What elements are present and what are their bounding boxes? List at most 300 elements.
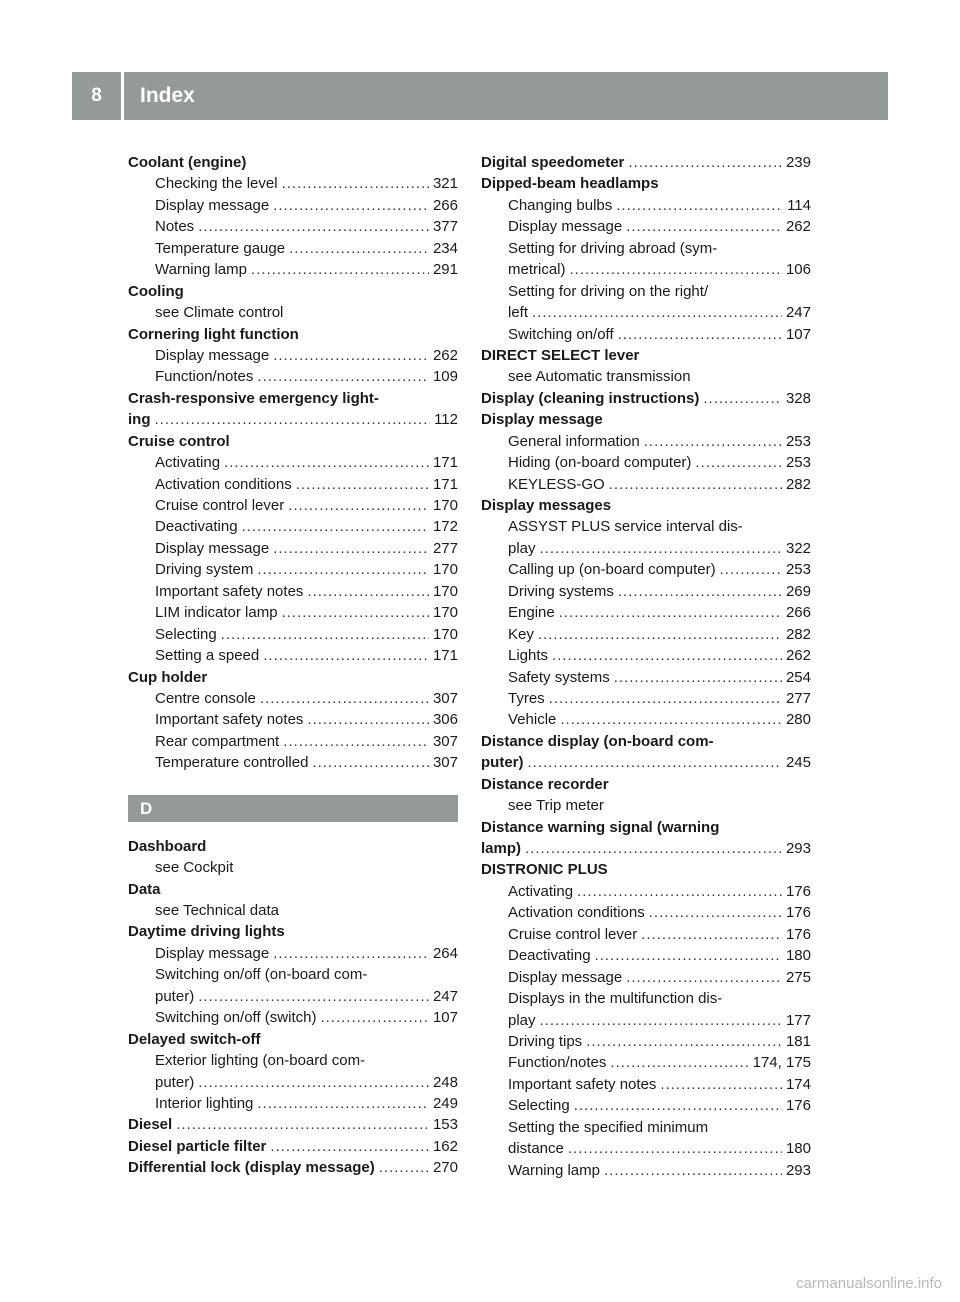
- index-subentry: [481, 302, 811, 323]
- index-subentry: [481, 474, 811, 495]
- index-subentry: [481, 902, 811, 923]
- index-entry: [481, 345, 811, 366]
- entry-text: Cup holder: [128, 668, 208, 686]
- entry-text: Daytime driving lights: [128, 923, 285, 941]
- index-entry: [481, 409, 811, 430]
- entry-text: Driving system: [155, 561, 254, 579]
- leader-dots: [312, 752, 429, 773]
- page-reference: 153: [432, 1116, 458, 1134]
- page-reference: 280: [785, 711, 811, 729]
- entry-text: lamp): [481, 840, 522, 857]
- page-reference: 254: [785, 668, 811, 686]
- entry-text: Function/notes: [508, 1054, 607, 1072]
- index-entry: [128, 1029, 458, 1050]
- page-reference: 177: [785, 1011, 811, 1029]
- index-entry: [128, 667, 458, 688]
- entry-text: Driving systems: [508, 582, 614, 600]
- leader-dots: [540, 538, 782, 559]
- entry-text: Switching on/off (switch): [155, 1009, 317, 1027]
- page-reference: 264: [432, 944, 458, 962]
- leader-dots: [641, 924, 782, 945]
- index-subentry: [128, 731, 458, 752]
- index-subentry: [128, 345, 458, 366]
- index-subentry: [128, 474, 458, 495]
- page-reference: 307: [432, 689, 458, 707]
- entry-text: distance: [508, 1140, 564, 1158]
- entry-text: Rear compartment: [155, 732, 280, 750]
- page-reference: 234: [432, 239, 458, 257]
- index-subentry: [481, 238, 811, 259]
- entry-text: Safety systems: [508, 668, 610, 686]
- index-subentry: [481, 452, 811, 473]
- page-reference: 328: [785, 389, 811, 407]
- leader-dots: [568, 1138, 782, 1159]
- index-subentry: [481, 216, 811, 237]
- index-subentry: [481, 1138, 811, 1159]
- entry-text: Dipped-beam headlamps: [481, 175, 659, 193]
- index-subentry: [128, 943, 458, 964]
- leader-dots: [307, 709, 429, 730]
- entry-text: puter): [155, 1073, 195, 1091]
- entry-text: Warning lamp: [155, 261, 247, 279]
- index-subentry: [481, 688, 811, 709]
- page-reference: 262: [785, 218, 811, 236]
- page-reference: 270: [432, 1159, 458, 1177]
- entry-text: Deactivating: [508, 947, 591, 965]
- entry-text: Switching on/off (on-board com-: [155, 966, 368, 984]
- entry-text: Warning lamp: [508, 1161, 600, 1179]
- index-entry: [128, 431, 458, 452]
- index-subentry: [128, 538, 458, 559]
- entry-text: Data: [128, 880, 161, 898]
- entry-text: Interior lighting: [155, 1094, 254, 1112]
- leader-dots: [251, 259, 429, 280]
- index-subentry: [481, 581, 811, 602]
- index-entry: [128, 879, 458, 900]
- index-subentry: [128, 752, 458, 773]
- leader-dots: [720, 559, 782, 580]
- index-entry: [128, 324, 458, 345]
- page-reference: 114: [787, 196, 811, 214]
- entry-text: Activation conditions: [508, 904, 645, 922]
- index-column-right: [481, 152, 811, 1181]
- page-reference: 109: [432, 368, 458, 386]
- index-entry: [128, 1136, 458, 1157]
- entry-text: Cooling: [128, 282, 184, 300]
- leader-dots: [695, 452, 782, 473]
- watermark: carmanualsonline.info: [796, 1275, 942, 1292]
- leader-dots: [155, 409, 431, 430]
- page-reference: 322: [785, 539, 811, 557]
- entry-text: Function/notes: [155, 368, 254, 386]
- entry-text: Exterior lighting (on-board com-: [155, 1052, 366, 1070]
- leader-dots: [549, 688, 782, 709]
- leader-dots: [626, 216, 782, 237]
- index-entry: [481, 752, 811, 773]
- index-entry: [481, 495, 811, 516]
- entry-text: puter): [155, 987, 195, 1005]
- index-subentry: [481, 795, 811, 816]
- entry-text: Selecting: [508, 1097, 570, 1115]
- entry-text: ing: [128, 411, 151, 429]
- leader-dots: [552, 645, 782, 666]
- entry-text: Cruise control lever: [508, 925, 638, 943]
- entry-text: Temperature controlled: [155, 754, 309, 772]
- leader-dots: [270, 1136, 429, 1157]
- leader-dots: [538, 624, 782, 645]
- page-reference: 277: [432, 539, 458, 557]
- index-entry: [128, 921, 458, 942]
- index-subentry: [481, 602, 811, 623]
- leader-dots: [273, 195, 429, 216]
- entry-text: Calling up (on-board computer): [508, 561, 716, 579]
- page-reference: 277: [785, 689, 811, 707]
- index-entry: [481, 817, 811, 838]
- index-entry: [128, 388, 458, 409]
- index-subentry: [128, 366, 458, 387]
- index-subentry: [481, 881, 811, 902]
- index-subentry: [128, 1007, 458, 1028]
- entry-text: Important safety notes: [155, 711, 304, 729]
- entry-text: Centre console: [155, 689, 256, 707]
- index-subentry: [481, 516, 811, 537]
- entry-text: Setting for driving on the right/: [508, 282, 709, 300]
- entry-text: Lights: [508, 647, 549, 665]
- page-reference: 307: [432, 732, 458, 750]
- entry-text: Display messages: [481, 497, 612, 514]
- entry-text: Activation conditions: [155, 475, 292, 493]
- page-reference: 253: [785, 454, 811, 472]
- index-subentry: [481, 967, 811, 988]
- page-number: 8: [72, 72, 124, 120]
- index-subentry: [128, 709, 458, 730]
- page-reference: 176: [785, 882, 811, 900]
- page-reference: 266: [785, 604, 811, 622]
- entry-text: Notes: [155, 218, 195, 236]
- leader-dots: [628, 152, 782, 173]
- leader-dots: [618, 581, 782, 602]
- page-reference: 172: [432, 518, 458, 536]
- entry-text: Display message: [508, 218, 623, 236]
- entry-text: see Trip meter: [508, 797, 604, 815]
- leader-dots: [525, 838, 782, 859]
- leader-dots: [626, 967, 782, 988]
- leader-dots: [273, 345, 429, 366]
- entry-text: Important safety notes: [155, 582, 304, 600]
- entry-text: see Technical data: [155, 902, 279, 919]
- entry-text: Distance warning signal (warning: [481, 818, 720, 836]
- leader-dots: [260, 688, 429, 709]
- entry-text: Cornering light function: [128, 325, 299, 343]
- index-subentry: [481, 667, 811, 688]
- page-title: Index: [140, 84, 195, 107]
- entry-text: Activating: [155, 454, 221, 472]
- entry-text: Display message: [481, 411, 603, 429]
- page-header: [72, 72, 888, 120]
- page-reference: 162: [432, 1137, 458, 1155]
- page-reference: 306: [432, 711, 458, 729]
- entry-text: Switching on/off: [508, 325, 614, 343]
- index-subentry: [481, 1095, 811, 1116]
- leader-dots: [263, 645, 429, 666]
- leader-dots: [289, 238, 429, 259]
- page-reference: 239: [785, 154, 811, 171]
- page-reference: 170: [432, 582, 458, 600]
- index-entry: [128, 836, 458, 857]
- entry-text: Display (cleaning instructions): [481, 389, 700, 407]
- leader-dots: [616, 195, 783, 216]
- entry-text: left: [508, 304, 529, 322]
- entry-text: KEYLESS-GO: [508, 475, 605, 493]
- leader-dots: [574, 1095, 782, 1116]
- page-reference: 107: [432, 1009, 458, 1027]
- index-entry: [481, 388, 811, 409]
- leader-dots: [257, 1093, 429, 1114]
- page-reference: 180: [785, 1140, 811, 1158]
- leader-dots: [644, 431, 782, 452]
- entry-text: see Automatic transmission: [508, 368, 691, 386]
- entry-text: see Climate control: [155, 304, 284, 322]
- entry-text: Hiding (on-board computer): [508, 454, 692, 472]
- index-entry: [128, 152, 458, 173]
- entry-text: Display message: [155, 346, 270, 364]
- leader-dots: [660, 1074, 782, 1095]
- index-subentry: [481, 988, 811, 1009]
- index-subentry: [128, 645, 458, 666]
- page-reference: 282: [785, 475, 811, 493]
- page-reference: 247: [785, 304, 811, 322]
- index-subentry: [481, 538, 811, 559]
- index-subentry: [128, 900, 458, 921]
- leader-dots: [257, 559, 429, 580]
- index-entry: [481, 731, 811, 752]
- page-reference: 247: [432, 987, 458, 1005]
- page-reference: 180: [785, 947, 811, 965]
- index-subentry: [128, 238, 458, 259]
- index-subentry: [481, 1160, 811, 1181]
- entry-text: Vehicle: [508, 711, 557, 729]
- entry-text: play: [508, 1011, 536, 1029]
- index-subentry: [128, 195, 458, 216]
- leader-dots: [224, 452, 429, 473]
- leader-dots: [532, 302, 782, 323]
- entry-text: Distance display (on-board com-: [481, 732, 714, 750]
- entry-text: Delayed switch-off: [128, 1030, 261, 1048]
- page-reference: 171: [432, 647, 458, 665]
- entry-text: Engine: [508, 604, 555, 622]
- leader-dots: [577, 881, 782, 902]
- leader-dots: [282, 602, 429, 623]
- page-reference: 253: [785, 561, 811, 579]
- page-reference: 262: [432, 346, 458, 364]
- page-reference: 176: [785, 925, 811, 943]
- index-subentry: [481, 195, 811, 216]
- index-subentry: [128, 302, 458, 323]
- leader-dots: [559, 602, 782, 623]
- leader-dots: [257, 366, 429, 387]
- entry-text: Displays in the multifunction dis-: [508, 990, 723, 1008]
- index-entry: [481, 774, 811, 795]
- page-reference: 275: [785, 968, 811, 986]
- index-entry: [128, 1157, 458, 1178]
- leader-dots: [282, 173, 429, 194]
- entry-text: Display message: [155, 944, 270, 962]
- leader-dots: [288, 495, 429, 516]
- leader-dots: [176, 1114, 429, 1135]
- page-reference: 176: [785, 1097, 811, 1115]
- page-reference: 176: [785, 904, 811, 922]
- entry-text: Cruise control lever: [155, 497, 285, 514]
- page-reference: 245: [785, 754, 811, 772]
- page-reference: 170: [432, 604, 458, 622]
- entry-text: Diesel particle filter: [128, 1137, 267, 1155]
- leader-dots: [618, 324, 782, 345]
- leader-dots: [604, 1160, 782, 1181]
- leader-dots: [649, 902, 782, 923]
- index-column-left: [128, 152, 458, 1179]
- entry-text: play: [508, 539, 536, 557]
- index-entry: [128, 281, 458, 302]
- entry-text: Deactivating: [155, 518, 238, 536]
- page-reference: 181: [785, 1032, 811, 1050]
- entry-text: Differential lock (display message): [128, 1159, 375, 1177]
- entry-text: DIRECT SELECT lever: [481, 346, 640, 364]
- leader-dots: [586, 1031, 782, 1052]
- page-reference: 307: [432, 754, 458, 772]
- entry-text: General information: [508, 432, 640, 450]
- leader-dots: [320, 1007, 429, 1028]
- index-subentry: [128, 495, 458, 516]
- index-entry: [481, 838, 811, 859]
- index-subentry: [481, 281, 811, 302]
- entry-text: Temperature gauge: [155, 239, 286, 257]
- index-entry: [481, 859, 811, 880]
- page-reference: 106: [785, 261, 811, 279]
- entry-text: Setting a speed: [155, 647, 260, 665]
- index-subentry: [481, 559, 811, 580]
- entry-text: Setting the specified minimum: [508, 1118, 709, 1136]
- page-reference: 248: [432, 1073, 458, 1091]
- leader-dots: [528, 752, 782, 773]
- index-subentry: [128, 559, 458, 580]
- entry-text: DISTRONIC PLUS: [481, 861, 608, 879]
- leader-dots: [283, 731, 429, 752]
- entry-text: Tyres: [508, 689, 545, 707]
- section-heading: D: [128, 795, 458, 822]
- index-subentry: [128, 688, 458, 709]
- index-subentry: [128, 216, 458, 237]
- page-reference: 253: [785, 432, 811, 450]
- leader-dots: [221, 624, 429, 645]
- page-reference: 249: [432, 1094, 458, 1112]
- index-subentry: [128, 1072, 458, 1093]
- index-subentry: [128, 857, 458, 878]
- index-entry: [481, 152, 811, 173]
- page-reference: 174, 175: [752, 1054, 811, 1072]
- index-entry: [481, 173, 811, 194]
- leader-dots: [540, 1010, 782, 1031]
- entry-text: Crash-responsive emergency light-: [128, 389, 379, 407]
- leader-dots: [242, 516, 429, 537]
- entry-text: Setting for driving abroad (sym-: [508, 239, 718, 257]
- leader-dots: [307, 581, 429, 602]
- entry-text: Activating: [508, 882, 574, 900]
- page-reference: 174: [785, 1075, 811, 1093]
- page-reference: 293: [785, 1161, 811, 1179]
- leader-dots: [614, 667, 782, 688]
- leader-dots: [198, 216, 429, 237]
- index-subentry: [128, 1050, 458, 1071]
- index-subentry: [128, 581, 458, 602]
- index-subentry: [128, 624, 458, 645]
- entry-text: Key: [508, 625, 534, 643]
- page-reference: 269: [785, 582, 811, 600]
- page-reference: 282: [785, 625, 811, 643]
- index-subentry: [128, 173, 458, 194]
- leader-dots: [379, 1157, 429, 1178]
- entry-text: metrical): [508, 261, 566, 279]
- entry-text: Digital speedometer: [481, 154, 625, 171]
- leader-dots: [273, 538, 429, 559]
- leader-dots: [595, 945, 782, 966]
- entry-text: ASSYST PLUS service interval dis-: [508, 518, 743, 536]
- entry-text: Checking the level: [155, 175, 278, 193]
- index-subentry: [481, 945, 811, 966]
- index-subentry: [481, 431, 811, 452]
- page-reference: 171: [432, 475, 458, 493]
- index-subentry: [481, 1074, 811, 1095]
- index-subentry: [128, 1093, 458, 1114]
- index-subentry: [481, 324, 811, 345]
- page-reference: 293: [785, 840, 811, 857]
- leader-dots: [273, 943, 429, 964]
- page-reference: 170: [432, 625, 458, 643]
- entry-text: LIM indicator lamp: [155, 604, 278, 622]
- entry-text: Display message: [155, 196, 270, 214]
- entry-text: Selecting: [155, 625, 217, 643]
- leader-dots: [609, 474, 782, 495]
- leader-dots: [560, 709, 782, 730]
- page-reference: 321: [432, 175, 458, 193]
- index-subentry: [128, 602, 458, 623]
- index-subentry: [481, 1031, 811, 1052]
- leader-dots: [198, 1072, 429, 1093]
- entry-text: Driving tips: [508, 1032, 583, 1050]
- index-subentry: [128, 516, 458, 537]
- index-subentry: [128, 986, 458, 1007]
- page-reference: 112: [434, 411, 458, 429]
- leader-dots: [703, 388, 782, 409]
- index-subentry: [481, 924, 811, 945]
- index-subentry: [481, 645, 811, 666]
- entry-text: Display message: [155, 539, 270, 557]
- entry-text: Cruise control: [128, 432, 230, 450]
- index-subentry: [481, 1052, 811, 1073]
- entry-text: Dashboard: [128, 837, 207, 855]
- index-subentry: [481, 1010, 811, 1031]
- page-reference: 291: [432, 261, 458, 279]
- page-reference: 266: [432, 196, 458, 214]
- entry-text: Diesel: [128, 1116, 173, 1134]
- page-reference: 170: [432, 561, 458, 579]
- page-reference: 107: [785, 325, 811, 343]
- index-subentry: [128, 964, 458, 985]
- index-subentry: [481, 366, 811, 387]
- index-subentry: [481, 709, 811, 730]
- index-subentry: [128, 452, 458, 473]
- index-entry: [128, 1114, 458, 1135]
- leader-dots: [296, 474, 429, 495]
